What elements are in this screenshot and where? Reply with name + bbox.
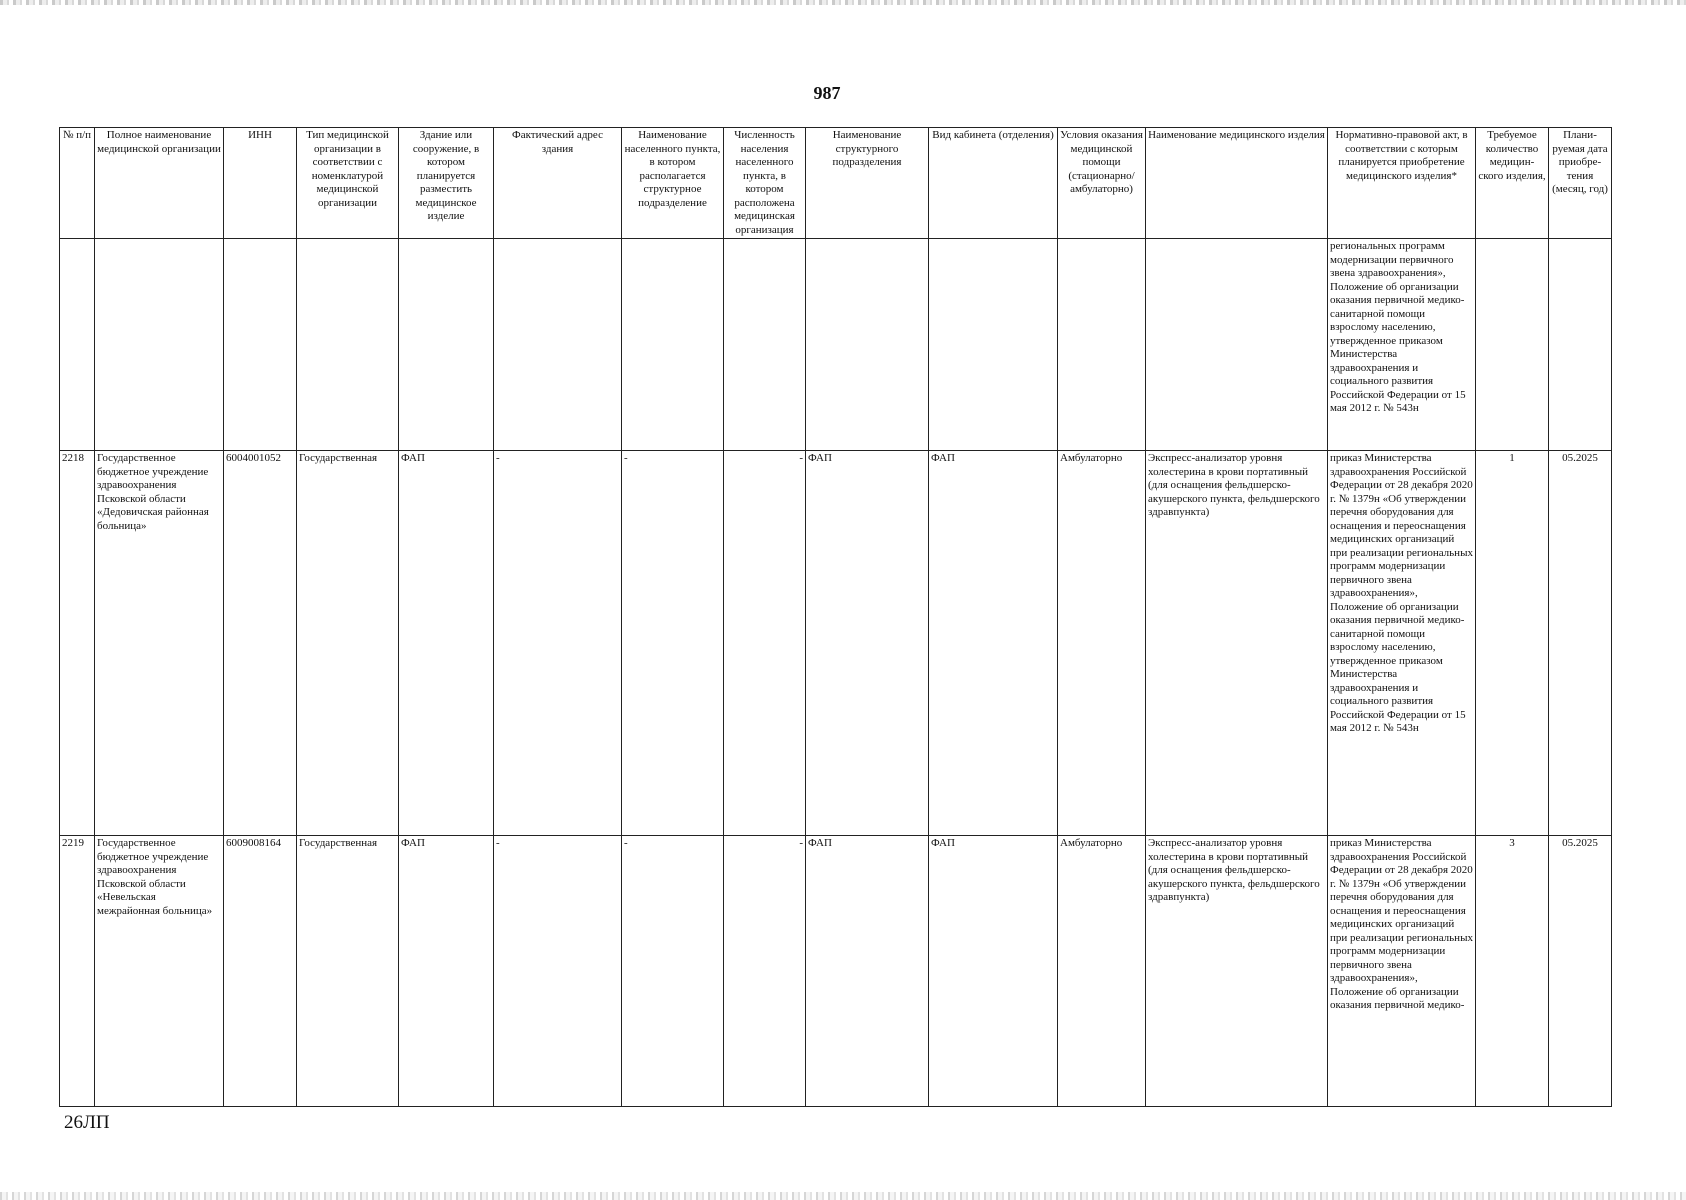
col-header-type: Тип медицинской организации в соответствии с номенклатурой медицинской организации — [297, 128, 399, 239]
row-room: ФАП — [929, 451, 1058, 836]
row-division: ФАП — [806, 836, 929, 1107]
row-type: Государственная — [297, 836, 399, 1107]
col-header-conditions: Условия оказания медицинской помощи (стационарно/ амбулаторно) — [1058, 128, 1146, 239]
row-qty: 3 — [1476, 836, 1549, 1107]
table-header-row — [60, 128, 1612, 239]
row-device: Экспресс-анализатор уровня холестерина в крови портативный (для оснащения фельдшерско-акушерского пункта, фельдшерского здравпункта) — [1146, 836, 1328, 1107]
col-header-device: Наименование медицинского изделия — [1146, 128, 1328, 239]
col-header-qty: Требуемое количество медицин-ского изделия, — [1476, 128, 1549, 239]
row-type: Государственная — [297, 451, 399, 836]
col-header-building: Здание или сооружение, в котором планируется разместить медицинское изделие — [399, 128, 494, 239]
table-row — [60, 836, 1612, 1107]
row-conditions: Амбулаторно — [1058, 451, 1146, 836]
row-device: Экспресс-анализатор уровня холестерина в крови портативный (для оснащения фельдшерско-акушерского пункта, фельдшерского здравпункта) — [1146, 451, 1328, 836]
row-org: Государственное бюджетное учреждение здравоохранения Псковской области «Дедовичская районная больница» — [95, 451, 224, 836]
col-header-population: Численность населения населенного пункта, в котором расположена медицинская организация — [724, 128, 806, 239]
page-number: 987 — [813, 83, 841, 103]
footer-code: 26ЛП — [64, 1112, 110, 1133]
scan-edge-top — [0, 0, 1686, 5]
row-date: 05.2025 — [1549, 836, 1612, 1107]
row-building: ФАП — [399, 836, 494, 1107]
row-conditions: Амбулаторно — [1058, 836, 1146, 1107]
row-inn: 6004001052 — [224, 451, 297, 836]
col-header-org: Полное наименование медицинской организации — [95, 128, 224, 239]
act-continuation: региональных программ модернизации первичного звена здравоохранения», Положение об организации оказания первичной медико-санитарной помощи взрослому населению, утвержденное приказом Министерства здравоохранения и социального развития Российской Федерации от 15 мая 2012 г. № 543н — [1328, 239, 1476, 451]
col-header-room: Вид кабинета (отделения) — [929, 128, 1058, 239]
scan-edge-bottom — [0, 1192, 1686, 1200]
row-num: 2219 — [60, 836, 95, 1107]
row-population: - — [724, 836, 806, 1107]
row-settlement: - — [622, 451, 724, 836]
row-room: ФАП — [929, 836, 1058, 1107]
row-inn: 6009008164 — [224, 836, 297, 1107]
row-date: 05.2025 — [1549, 451, 1612, 836]
col-header-date: Плани-руемая дата приобре-тения (месяц, год) — [1549, 128, 1612, 239]
table-row-continuation — [60, 239, 1612, 451]
row-act: приказ Министерства здравоохранения Российской Федерации от 28 декабря 2020 г. № 1379н «Об утверждении перечня оборудования для оснащения и переоснащения медицинских организаций при реализации региональных программ модернизации первичного звена здравоохранения», Положение об организации оказания первичной медико-санитарной помощи взрослому населению, утвержденное приказом Министерства здравоохранения и социального развития Российской Федерации от 15 мая 2012 г. № 543н — [1328, 451, 1476, 836]
row-qty: 1 — [1476, 451, 1549, 836]
col-header-address: Фактический адрес здания — [494, 128, 622, 239]
row-address: - — [494, 451, 622, 836]
row-act: приказ Министерства здравоохранения Российской Федерации от 28 декабря 2020 г. № 1379н «Об утверждении перечня оборудования для оснащения и переоснащения медицинских организаций при реализации региональных программ модернизации первичного звена здравоохранения», Положение об организации оказания первичной медико- — [1328, 836, 1476, 1107]
row-num: 2218 — [60, 451, 95, 836]
col-header-num: № п/п — [60, 128, 95, 239]
col-header-division: Наименование структурного подразделения — [806, 128, 929, 239]
table-row — [60, 451, 1612, 836]
row-org: Государственное бюджетное учреждение здравоохранения Псковской области «Невельская межрайонная больница» — [95, 836, 224, 1107]
row-address: - — [494, 836, 622, 1107]
row-settlement: - — [622, 836, 724, 1107]
col-header-settlement: Наименование населенного пункта, в котором располагается структурное подразделение — [622, 128, 724, 239]
col-header-act: Нормативно-правовой акт, в соответствии с которым планируется приобретение медицинского изделия* — [1328, 128, 1476, 239]
col-header-inn: ИНН — [224, 128, 297, 239]
row-division: ФАП — [806, 451, 929, 836]
row-population: - — [724, 451, 806, 836]
registry-table — [59, 127, 1612, 1107]
row-building: ФАП — [399, 451, 494, 836]
